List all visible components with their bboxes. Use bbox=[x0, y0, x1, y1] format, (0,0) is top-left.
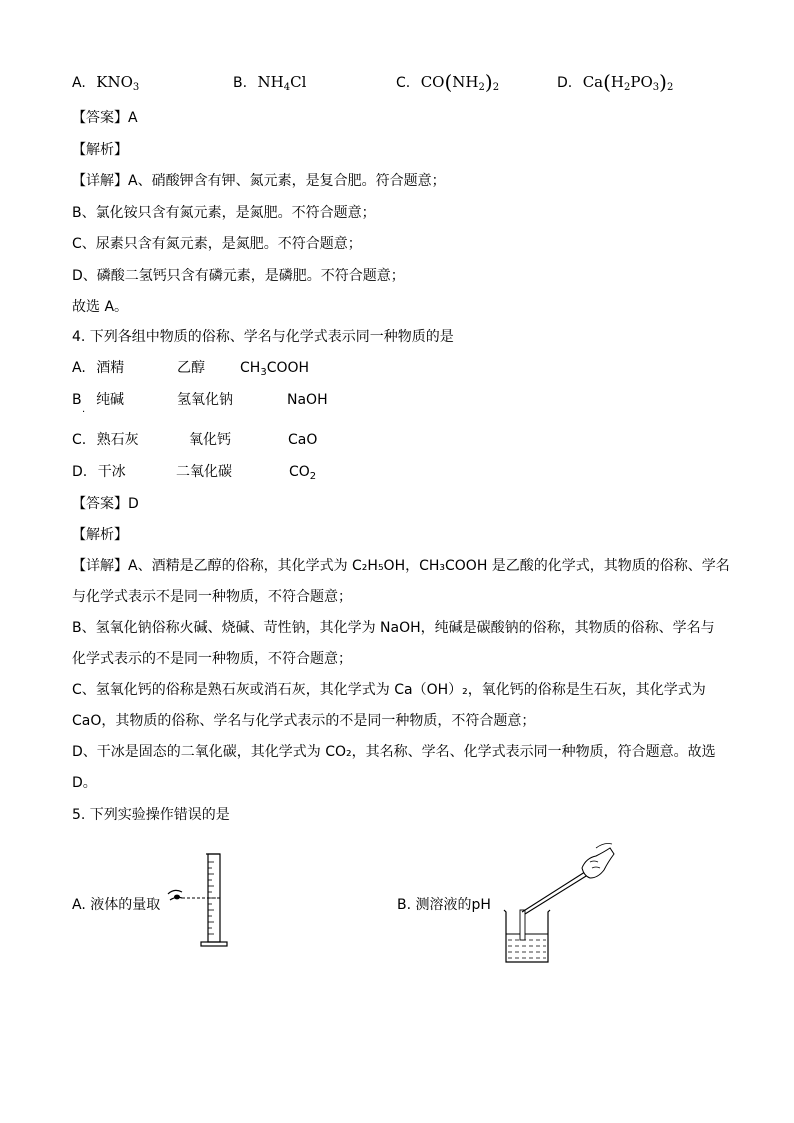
q4-detail-line: 【详解】A、酒精是乙醇的俗称，其化学式为 C₂H₅OH，CH₃COOH 是乙酸的化学式，其物质的俗称、学名 bbox=[72, 558, 730, 574]
q3-detail-line: B、氯化铵只含有氮元素，是氮肥。不符合题意； bbox=[72, 205, 376, 221]
q4-option-d-formula: $CO_2$ bbox=[289, 464, 317, 482]
q4-option-d: D. 干冰 bbox=[72, 464, 126, 480]
dot-mark: . bbox=[82, 404, 86, 415]
q3-option-c: C. $CO(NH_2)_2$ bbox=[396, 70, 500, 94]
q4-option-a: A. 酒精 bbox=[72, 360, 125, 376]
q4-detail-line: D、干冰是固态的二氧化碳，其化学式为 CO₂，其名称、学名、化学式表示同一种物质，符合题意。故选 bbox=[72, 744, 716, 760]
q4-detail-line: 与化学式表示不是同一种物质，不符合题意； bbox=[72, 589, 352, 605]
q3-answer: 【答案】A bbox=[72, 110, 138, 126]
q4-detail-line: D。 bbox=[72, 775, 97, 791]
q4-answer: 【答案】D bbox=[72, 496, 139, 512]
q3-option-d: D. $Ca(H_2PO_3)_2$ bbox=[557, 70, 674, 94]
q3-detail-line: D、磷酸二氢钙只含有磷元素，是磷肥。不符合题意； bbox=[72, 268, 405, 284]
q5-option-a: A. 液体的量取 bbox=[72, 897, 161, 913]
graduated-cylinder-figure bbox=[160, 850, 240, 950]
q4-option-a-formula: $CH_3COOH$ bbox=[240, 360, 310, 378]
q3-analysis-label: 【解析】 bbox=[72, 142, 128, 158]
q4-option-c-formula: CaO bbox=[288, 432, 318, 448]
q4-option-b-name: 氢氧化钠 bbox=[177, 392, 233, 408]
q4-option-a-name: 乙醇 bbox=[177, 360, 205, 376]
q4-analysis-label: 【解析】 bbox=[72, 527, 128, 543]
q4-detail-line: 化学式表示的不是同一种物质，不符合题意； bbox=[72, 651, 352, 667]
q4-detail-line: B、氢氧化钠俗称火碱、烧碱、苛性钠，其化学为 NaOH，纯碱是碳酸钠的俗称，其物质的俗称、学名与 bbox=[72, 620, 715, 636]
q3-detail-line: 【详解】A、硝酸钾含有钾、氮元素，是复合肥。符合题意； bbox=[72, 173, 446, 189]
q3-option-b: B. $NH_4Cl$ bbox=[233, 73, 307, 93]
q3-detail-line: 故选 A。 bbox=[72, 299, 129, 315]
q3-option-a: A. $KNO_3$ bbox=[72, 73, 140, 93]
q4-option-c: C. 熟石灰 bbox=[72, 432, 139, 448]
q5-option-b: B. 测溶液的pH bbox=[397, 897, 491, 913]
q4-option-b: B 纯碱 bbox=[72, 392, 125, 408]
q4-option-d-name: 二氧化碳 bbox=[176, 464, 232, 480]
q4-detail-line: C、氢氧化钙的俗称是熟石灰或消石灰，其化学式为 Ca（OH）₂，氧化钙的俗称是生石灰，其化学式为 bbox=[72, 682, 706, 698]
q3-detail-line: C、尿素只含有氮元素，是氮肥。不符合题意； bbox=[72, 236, 362, 252]
ph-test-figure bbox=[500, 840, 620, 970]
q4-detail-line: CaO，其物质的俗称、学名与化学式表示的不是同一种物质，不符合题意； bbox=[72, 713, 536, 729]
q5-stem: 5. 下列实验操作错误的是 bbox=[72, 807, 230, 823]
q4-option-b-formula: NaOH bbox=[287, 392, 328, 408]
q4-option-c-name: 氧化钙 bbox=[189, 432, 231, 448]
q4-stem: 4. 下列各组中物质的俗称、学名与化学式表示同一种物质的是 bbox=[72, 329, 454, 345]
